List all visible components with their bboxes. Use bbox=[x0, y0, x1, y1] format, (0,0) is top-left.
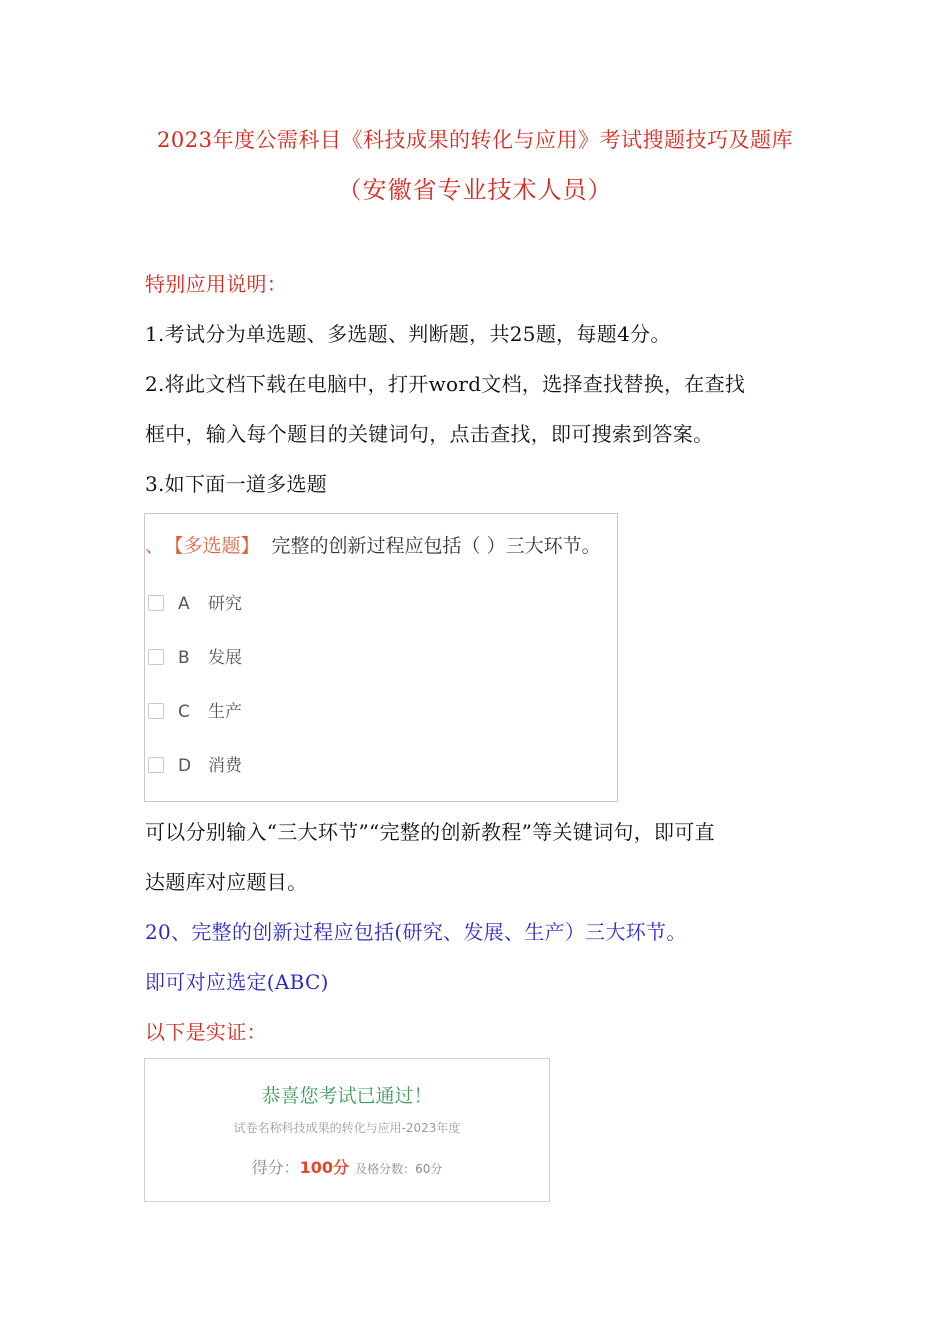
option-letter: C bbox=[178, 702, 190, 722]
score-label: 得分： bbox=[251, 1158, 300, 1177]
quiz-question-text: 完整的创新过程应包括（ ）三大环节。 bbox=[271, 535, 601, 557]
document-title-line1: 2023年度公需科目《科技成果的转化与应用》考试搜题技巧及题库 bbox=[157, 128, 793, 152]
option-letter: A bbox=[178, 594, 190, 614]
option-text: 发展 bbox=[208, 648, 242, 668]
select-line: 即可对应选定(ABC) bbox=[145, 970, 329, 994]
keyword-tip-line1: 可以分别输入“三大环节”“完整的创新教程”等关键词句，即可直 bbox=[145, 820, 715, 844]
document-title-line2: （安徽省专业技术人员） bbox=[337, 176, 613, 204]
checkbox-icon[interactable] bbox=[148, 703, 164, 719]
instruction-item-1: 1.考试分为单选题、多选题、判断题，共25题，每题4分。 bbox=[145, 322, 671, 346]
answer-line: 20、完整的创新过程应包括(研究、发展、生产）三大环节。 bbox=[145, 920, 687, 944]
quiz-option-a[interactable] bbox=[148, 589, 242, 614]
keyword-tip-line2: 达题库对应题目。 bbox=[145, 870, 308, 894]
option-letter: B bbox=[178, 648, 190, 668]
quiz-screenshot bbox=[144, 513, 618, 802]
instruction-item-3: 3.如下面一道多选题 bbox=[145, 472, 328, 496]
quiz-option-b[interactable] bbox=[148, 643, 242, 668]
instruction-item-2-line1: 2.将此文档下载在电脑中，打开word文档，选择查找替换，在查找 bbox=[145, 372, 746, 396]
instruction-item-2-line2: 框中，输入每个题目的关键词句，点击查找，即可搜索到答案。 bbox=[145, 422, 714, 446]
option-text: 研究 bbox=[208, 594, 242, 614]
instructions-heading: 特别应用说明： bbox=[145, 272, 288, 296]
certificate-paper-name: 试卷名称科技成果的转化与应用-2023年度 bbox=[233, 1121, 461, 1135]
quiz-question bbox=[145, 531, 601, 558]
checkbox-icon[interactable] bbox=[148, 649, 164, 665]
option-text: 生产 bbox=[208, 702, 242, 722]
certificate-screenshot bbox=[144, 1058, 550, 1202]
option-text: 消费 bbox=[208, 756, 242, 776]
proof-heading: 以下是实证： bbox=[145, 1020, 267, 1044]
checkbox-icon[interactable] bbox=[148, 595, 164, 611]
option-letter: D bbox=[178, 756, 192, 776]
pass-score: 及格分数：60分 bbox=[355, 1162, 443, 1176]
quiz-option-d[interactable] bbox=[148, 751, 242, 776]
quiz-type-tag: 【多选题】 bbox=[174, 535, 260, 557]
checkbox-icon[interactable] bbox=[148, 757, 164, 773]
score-value: 100分 bbox=[299, 1158, 350, 1177]
certificate-title: 恭喜您考试已通过！ bbox=[261, 1085, 433, 1107]
quiz-number-fragment: 、 bbox=[145, 535, 165, 557]
certificate-score bbox=[145, 1155, 549, 1178]
quiz-option-c[interactable] bbox=[148, 697, 242, 722]
